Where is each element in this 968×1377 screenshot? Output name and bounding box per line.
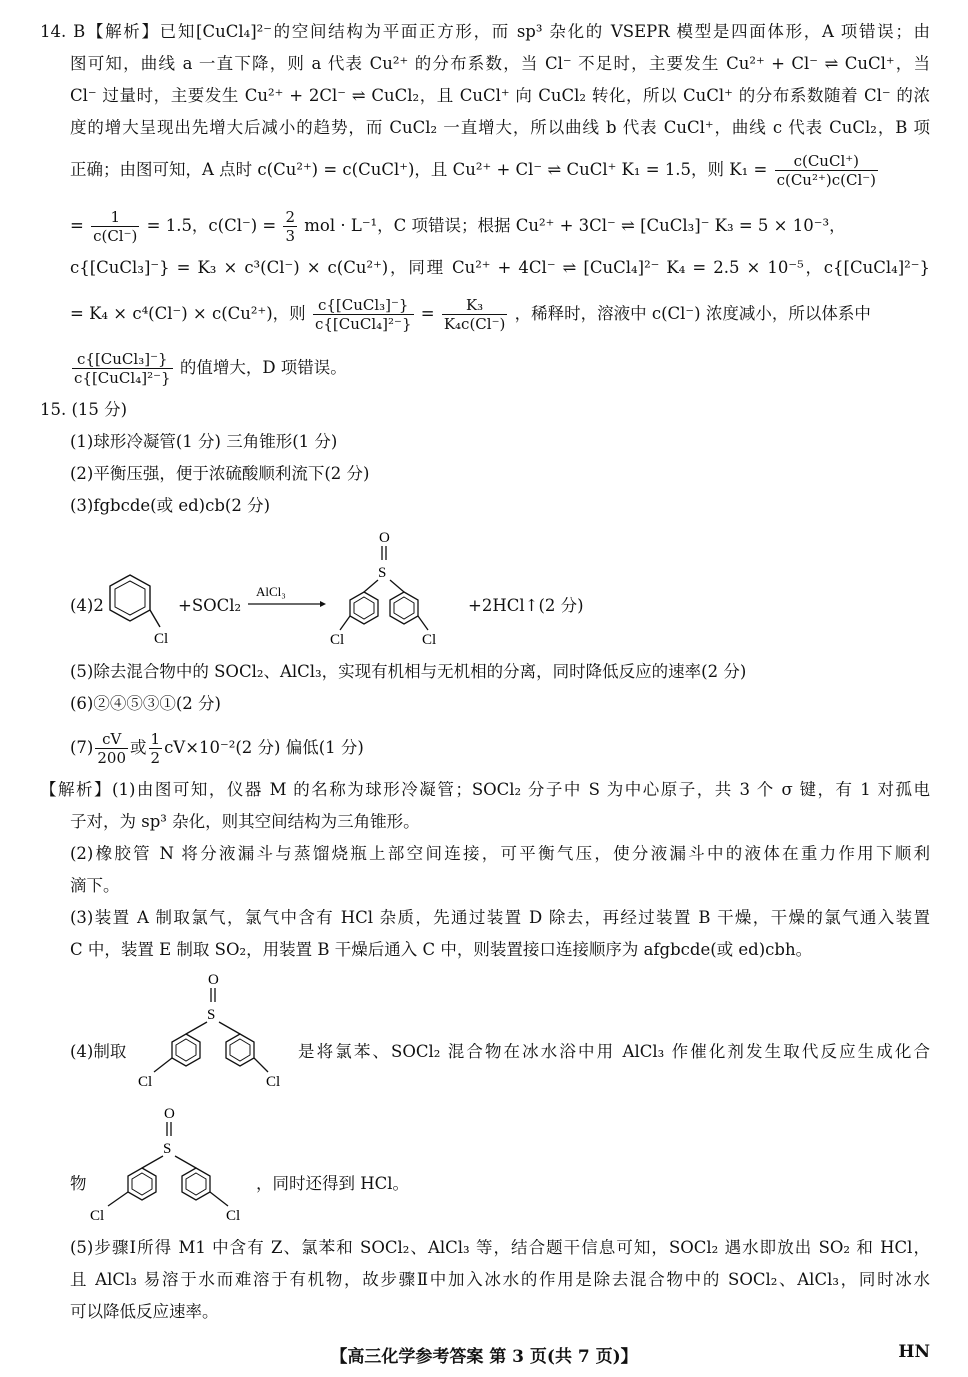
q14-line-4: 度的增大呈现出先增大后减小的趋势，而 CuCl₂ 一直增大，所以曲线 b 代表 CuCl⁺，曲线 c 代表 CuCl₂，B 项 xyxy=(70,118,930,137)
inv-cl-denominator: c(Cl⁻) xyxy=(93,227,138,245)
explain-line-6: C 中，装置 E 制取 SO₂，用装置 B 干燥后通入 C 中，则装置接口连接顺序为 afgbcde(或 ed)cbh。 xyxy=(70,940,813,959)
q14-line-3: Cl⁻ 过量时，主要发生 Cu²⁺ + 2Cl⁻ ⇌ CuCl₂，且 CuCl⁺ 向 CuCl₂ 转化，所以 CuCl⁺ 的分布系数随着 Cl⁻ 的浓 xyxy=(70,86,930,105)
explain-line-7-post: 是将氯苯、SOCl₂ 混合物在冰水浴中用 AlCl₃ 作催化剂发生取代反应生成化合 xyxy=(298,1042,930,1061)
explain-line-4: 滴下。 xyxy=(70,876,120,895)
q15-answer-4-plus: +SOCl₂ xyxy=(178,596,242,615)
sulfoxide-structure-explain xyxy=(134,970,284,1092)
k1-denominator: c(Cu²⁺)c(Cl⁻) xyxy=(776,171,877,189)
ratio-denominator: c{[CuCl₄]²⁻} xyxy=(314,315,412,333)
cl-label: Cl xyxy=(226,1208,241,1224)
explain-line-10: 且 AlCl₃ 易溶于水而难溶于有机物，故步骤Ⅱ中加入冰水的作用是除去混合物中的 SOCl₂、AlCl₃，同时冰水 xyxy=(70,1270,930,1289)
q14-line-6-post: mol · L⁻¹，C 项错误；根据 Cu²⁺ + 3Cl⁻ ⇌ [CuCl₃]⁻ K₃ = 5 × 10⁻³， xyxy=(304,216,846,235)
footer-region-code: HN xyxy=(898,1342,930,1362)
ratio-numerator: c{[CuCl₃]⁻} xyxy=(313,296,414,315)
cv-numerator: cV xyxy=(95,730,128,749)
ratio-fraction xyxy=(313,296,414,333)
q14-line-6-pre: = xyxy=(70,216,84,235)
q15-answer-5: (5)除去混合物中的 SOCl₂、AlCl₃，实现有机相与无机相的分离，同时降低反应的速率(2 分) xyxy=(70,662,747,681)
q14-line-8 xyxy=(70,296,930,333)
q15-heading: 15. (15 分) xyxy=(40,400,128,419)
q15-answer-4-suffix: +2HCl↑(2 分) xyxy=(468,596,584,615)
final-ratio-denominator: c{[CuCl₄]²⁻} xyxy=(74,369,171,387)
q15-answer-3: (3)fgbcde(或 ed)cb(2 分) xyxy=(70,496,271,515)
q14-line-9-post: 的值增大，D 项错误。 xyxy=(179,358,347,377)
reaction-arrow xyxy=(246,582,326,612)
explain-line-1: 【解析】(1)由图可知，仪器 M 的名称为球形冷凝管；SOCl₂ 分子中 S 为中心原子，共 3 个 σ 键，有 1 对孤电 xyxy=(40,780,930,799)
s-label: S xyxy=(378,565,387,581)
two-thirds-numerator: 2 xyxy=(285,208,296,226)
cl-label: Cl xyxy=(90,1208,105,1224)
s-label: S xyxy=(163,1141,172,1157)
q14-line-7: c{[CuCl₃]⁻} = K₃ × c³(Cl⁻) × c(Cu²⁺)，同理 Cu²⁺ + 4Cl⁻ ⇌ [CuCl₄]²⁻ K₄ = 2.5 × 10⁻⁵，c{[CuCl₄]²⁻} xyxy=(70,258,930,277)
inv-cl-fraction xyxy=(91,208,139,245)
cl-label: Cl xyxy=(138,1074,153,1090)
cv-denominator: 200 xyxy=(97,749,127,767)
chlorobenzene-structure xyxy=(108,565,168,650)
q14-line-8-pre: = K₄ × c⁴(Cl⁻) × c(Cu²⁺)，则 xyxy=(70,304,306,323)
explain-line-5: (3)装置 A 制取氯气，氯气中含有 HCl 杂质，先通过装置 D 除去，再经过装置 B 干燥，干燥的氯气通入装置 xyxy=(70,908,930,927)
half-fraction xyxy=(149,730,163,767)
q15-answer-7-post: cV×10⁻²(2 分) 偏低(1 分) xyxy=(164,738,364,757)
half-numerator: 1 xyxy=(150,730,161,748)
q14-line-1: 14. B【解析】已知[CuCl₄]²⁻的空间结构为平面正方形，而 sp³ 杂化的 VSEPR 模型是四面体形，A 项错误；由 xyxy=(40,22,930,41)
q15-answer-4-prefix: (4)2 xyxy=(70,596,104,615)
o-label: O xyxy=(379,530,390,546)
q15-answer-2: (2)平衡压强，便于浓硫酸顺利流下(2 分) xyxy=(70,464,370,483)
explain-line-8-post: ，同时还得到 HCl。 xyxy=(256,1174,410,1193)
q15-answer-7-mid: 或 xyxy=(130,738,147,757)
two-thirds-denominator: 3 xyxy=(285,227,296,245)
q14-line-5-text: 正确；由图可知，A 点时 c(Cu²⁺) = c(CuCl⁺)，且 Cu²⁺ + Cl⁻ ⇌ CuCl⁺ K₁ = 1.5，则 K₁ = xyxy=(70,160,768,179)
sulfoxide-product-structure xyxy=(330,528,480,650)
cl-label: Cl xyxy=(154,631,168,647)
q14-line-6 xyxy=(70,208,930,245)
k-ratio-numerator: K₃ xyxy=(442,296,508,315)
q14-line-5 xyxy=(70,152,930,189)
q15-answer-1: (1)球形冷凝管(1 分) 三角锥形(1 分) xyxy=(70,432,338,451)
q14-line-8-post: ，稀释时，溶液中 c(Cl⁻) 浓度减小，所以体系中 xyxy=(514,304,871,323)
two-thirds-fraction xyxy=(283,208,297,245)
cl-label: Cl xyxy=(330,632,345,648)
explain-line-8-pre: 物 xyxy=(70,1174,87,1193)
q14-line-2: 图可知，曲线 a 一直下降，则 a 代表 Cu²⁺ 的分布系数，当 Cl⁻ 不足时，主要发生 Cu²⁺ + Cl⁻ ⇌ CuCl⁺，当 xyxy=(70,54,930,73)
q14-line-8-eq: = xyxy=(420,304,435,323)
o-label: O xyxy=(208,972,219,988)
k1-numerator: c(CuCl⁺) xyxy=(775,152,878,171)
o-label: O xyxy=(164,1106,175,1122)
explain-line-9: (5)步骤Ⅰ所得 M1 中含有 Z、氯苯和 SOCl₂、AlCl₃ 等，结合题干信息可知，SOCl₂ 遇水即放出 SO₂ 和 HCl， xyxy=(70,1238,930,1257)
page-footer: 【高三化学参考答案 第 3 页(共 7 页)】 xyxy=(330,1347,638,1367)
half-denominator: 2 xyxy=(150,749,161,767)
k-ratio-fraction xyxy=(442,296,508,333)
q15-answer-7 xyxy=(70,730,930,767)
q14-line-6-mid: = 1.5，c(Cl⁻) = xyxy=(146,216,277,235)
cl-label: Cl xyxy=(266,1074,281,1090)
final-ratio-fraction xyxy=(72,350,173,387)
explain-line-11: 可以降低反应速率。 xyxy=(70,1302,219,1321)
q15-answer-6: (6)②④⑤③①(2 分) xyxy=(70,694,221,713)
q14-line-9 xyxy=(70,350,930,387)
k-ratio-denominator: K₄c(Cl⁻) xyxy=(443,315,506,333)
explain-line-7-pre: (4)制取 xyxy=(70,1042,127,1061)
cv-200-fraction xyxy=(95,730,128,767)
explain-line-2: 子对，为 sp³ 杂化，则其空间结构为三角锥形。 xyxy=(70,812,420,831)
explain-line-3: (2)橡胶管 N 将分液漏斗与蒸馏烧瓶上部空间连接，可平衡气压，使分液漏斗中的液体在重力作用下顺利 xyxy=(70,844,930,863)
s-label: S xyxy=(207,1007,216,1023)
sulfoxide-structure-compound xyxy=(86,1104,256,1226)
inv-cl-numerator: 1 xyxy=(91,208,139,227)
final-ratio-numerator: c{[CuCl₃]⁻} xyxy=(72,350,173,369)
q15-answer-7-pre: (7) xyxy=(70,738,94,757)
cl-label: Cl xyxy=(422,632,437,648)
k1-fraction xyxy=(775,152,878,189)
catalyst-label: AlCl₃ xyxy=(256,584,286,599)
